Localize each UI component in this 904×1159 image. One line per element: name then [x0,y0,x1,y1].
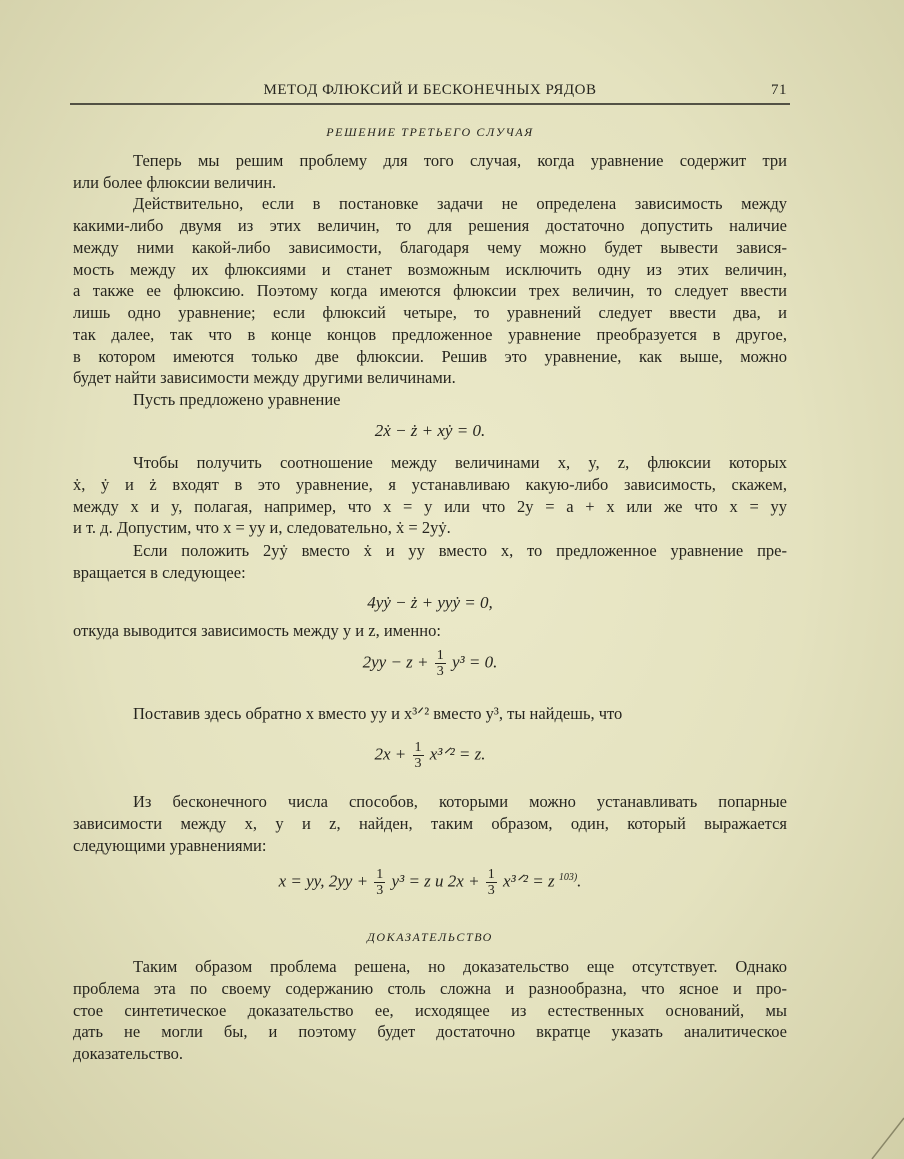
text-line: и т. д. Допустим, что x = yy и, следовательно, ẋ = 2yẏ. [73,518,451,537]
equation: 4yẏ − ż + yyẏ = 0, [367,593,493,612]
denominator: 3 [376,883,384,898]
eq-part: y³ = z и 2x + [391,871,480,891]
text-line: Если положить 2yẏ вместо ẋ и yy вместо x, то предложенное уравнение пре- [133,541,787,560]
text-line: между x и y, полагая, например, что x = y или что 2y = a + x или же что x = yy [73,497,787,516]
text-line: следующими уравнениями: [73,836,267,855]
eq-part: x³ᐟ² = z. [429,744,486,764]
text-line: Из бесконечного числа способов, которыми можно устанавливать попарные [133,792,787,811]
eq-part: x³ᐟ² = z [503,871,555,891]
text-line: откуда выводится зависимость между y и z, именно: [73,621,441,640]
denominator: 3 [487,883,495,898]
denominator: 3 [436,664,444,679]
text-line: доказательство. [73,1044,184,1063]
denominator: 3 [414,756,422,771]
section-title: РЕШЕНИЕ ТРЕТЬЕГО СЛУЧАЯ [326,125,534,139]
eq-part: 2yy − z + [362,652,429,672]
text-line: а также ее флюксию. Поэтому когда имеются флюксии трех величин, то следует ввести [73,281,787,300]
numerator: 1 [487,867,495,882]
section-title: ДОКАЗАТЕЛЬСТВО [367,930,493,944]
text-line: какими-либо двумя из этих величин, то для решения достаточно допустить наличие [73,216,787,235]
text-line: зависимости между x, y и z, найден, таким образом, один, который выражается [73,814,787,833]
footnote-ref: 103) [558,871,578,883]
text-line: так далее, так что в конце концов предложенное уравнение преобразуется в другое, [73,325,787,344]
equation: 2ẋ − ż + xẏ = 0. [374,421,486,440]
page-number: 71 [771,82,787,98]
text-line: Пусть предложено уравнение [133,390,341,409]
eq-part: . [577,871,582,891]
text-line: Поставив здесь обратно x вместо yy и x³ᐟ² вместо y³, ты найдешь, что [133,704,623,723]
text-line: мость между их флюксиями и станет возможным исключить одну из этих величин, [73,260,787,279]
text-line: Теперь мы решим проблему для того случая, когда уравнение содержит три [133,151,787,170]
numerator: 1 [414,740,422,755]
eq-part: 2x + [374,744,407,764]
text-line: в котором имеются только две флюксии. Решив это уравнение, как выше, можно [73,347,787,366]
running-title: МЕТОД ФЛЮКСИЙ И БЕСКОНЕЧНЫХ РЯДОВ [263,82,597,98]
text-line: ẋ, ẏ и ż входят в это уравнение, я устанавливаю какую-либо зависимость, скажем, [73,475,787,494]
text-line: дать не могли бы, и поэтому будет достаточно вкратце указать аналитическое [73,1022,787,1041]
numerator: 1 [376,867,384,882]
text-line: или более флюксии величин. [73,173,277,192]
text-line: стое синтетическое доказательство ее, исходящее из естественных оснований, мы [73,1001,787,1020]
text-line: Таким образом проблема решена, но доказательство еще отсутствует. Однако [133,957,787,976]
text-line: Действительно, если в постановке задачи не определена зависимость между [133,194,787,213]
eq-part: x = yy, 2yy + [278,871,369,891]
text-line: Чтобы получить соотношение между величинами x, y, z, флюксии которых [133,453,787,472]
text-line: лишь одно уравнение; если флюксий четыре, то уравнений следует ввести два, и [73,303,787,322]
text-line: вращается в следующее: [73,563,246,582]
numerator: 1 [436,648,444,663]
text-line: проблема эта по своему содержанию столь сложна и разнообразна, что ясное и про- [73,979,787,998]
text-line: между ними какой-либо зависимости, благодаря чему можно будет вывести завися- [73,238,787,257]
text-line: будет найти зависимости между другими величинами. [73,368,456,387]
eq-part: y³ = 0. [452,652,498,672]
